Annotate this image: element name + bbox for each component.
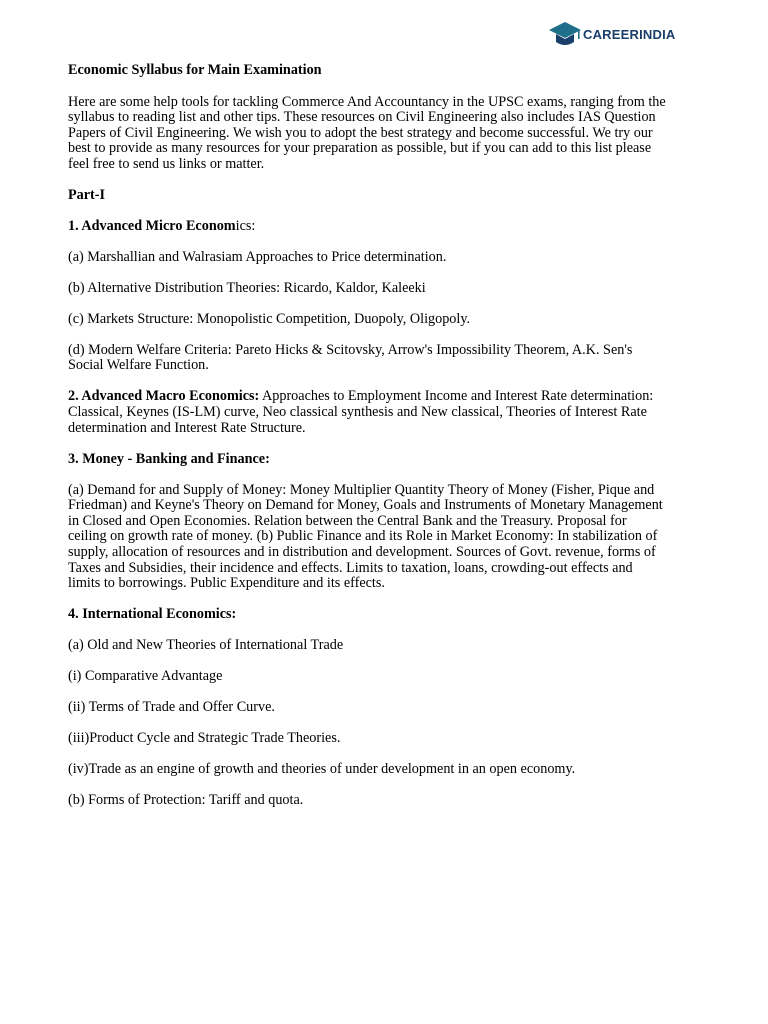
section-3-heading: 3. Money - Banking and Finance: (68, 450, 270, 467)
section-1-heading-rest: ics: (235, 217, 256, 234)
section-1-heading (68, 219, 668, 235)
intro-paragraph: Here are some help tools for tackling Commerce And Accountancy in the UPSC exams, ranging from the syllabus to reading list and other tips. These resources on Civil Engineering also includes IAS Question Papers of Civil Engineering. We wish you to adopt the best strategy and become successful. We try our best to provide as many resources for your preparation as possible, but if you can add to this list please feel free to send us links or matter. (68, 93, 666, 172)
section-4a-iv: (iv)Trade as an engine of growth and theories of under development in an open economy. (68, 761, 576, 778)
careerindia-logo (548, 20, 676, 48)
section-2 (68, 389, 668, 436)
logo-text-career: CAREER (583, 26, 640, 42)
section-3a: (a) Demand for and Supply of Money: Money Multiplier Quantity Theory of Money (Fisher, Pique and Friedman) and Keyne's Theory on Demand for Money, Goals and Instruments of Monetary Management in Closed and Open Economies. Relation between the Central Bank and the Treasury. Proposal for ceiling on growth rate of money. (b) Public Finance and its Role in Market Economy: In stabilization of supply, allocation of resources and in distribution and development. Sources of Govt. revenue, forms of Taxes and Subsidies, their incidence and effects. Limits to taxation, loans, crowding-out effects and limits to borrowings. Public Expenditure and its effects. (68, 481, 663, 592)
logo-text (583, 27, 676, 42)
section-1b: (b) Alternative Distribution Theories: Ricardo, Kaldor, Kaleeki (68, 279, 426, 296)
section-2-heading: 2. Advanced Macro Economics: (68, 388, 260, 405)
logo-text-india: INDIA (639, 26, 676, 42)
document-body (68, 63, 668, 824)
section-4-heading: 4. International Economics: (68, 606, 237, 623)
graduation-cap-icon (548, 20, 582, 48)
section-2-text: Approaches to Employment Income and Interest Rate determination: Classical, Keynes (IS-LM) curve, Neo classical synthesis and New classical, Theories of Interest Rate determination and Interest Rate Structure. (68, 388, 654, 436)
section-1d: (d) Modern Welfare Criteria: Pareto Hicks & Scitovsky, Arrow's Impossibility Theorem, A.K. Sen's Social Welfare Function. (68, 341, 633, 374)
part-heading: Part-I (68, 186, 106, 203)
page-title: Economic Syllabus for Main Examination (68, 62, 322, 78)
section-1-heading-bold: 1. Advanced Micro Econom (68, 217, 236, 234)
section-4a-i: (i) Comparative Advantage (68, 668, 223, 685)
section-4a-iii: (iii)Product Cycle and Strategic Trade Theories. (68, 730, 341, 747)
section-4b: (b) Forms of Protection: Tariff and quota. (68, 792, 304, 809)
section-1c: (c) Markets Structure: Monopolistic Competition, Duopoly, Oligopoly. (68, 310, 471, 327)
section-4a: (a) Old and New Theories of International Trade (68, 637, 344, 654)
section-1a: (a) Marshallian and Walrasiam Approaches to Price determination. (68, 248, 447, 265)
section-4a-ii: (ii) Terms of Trade and Offer Curve. (68, 699, 275, 716)
